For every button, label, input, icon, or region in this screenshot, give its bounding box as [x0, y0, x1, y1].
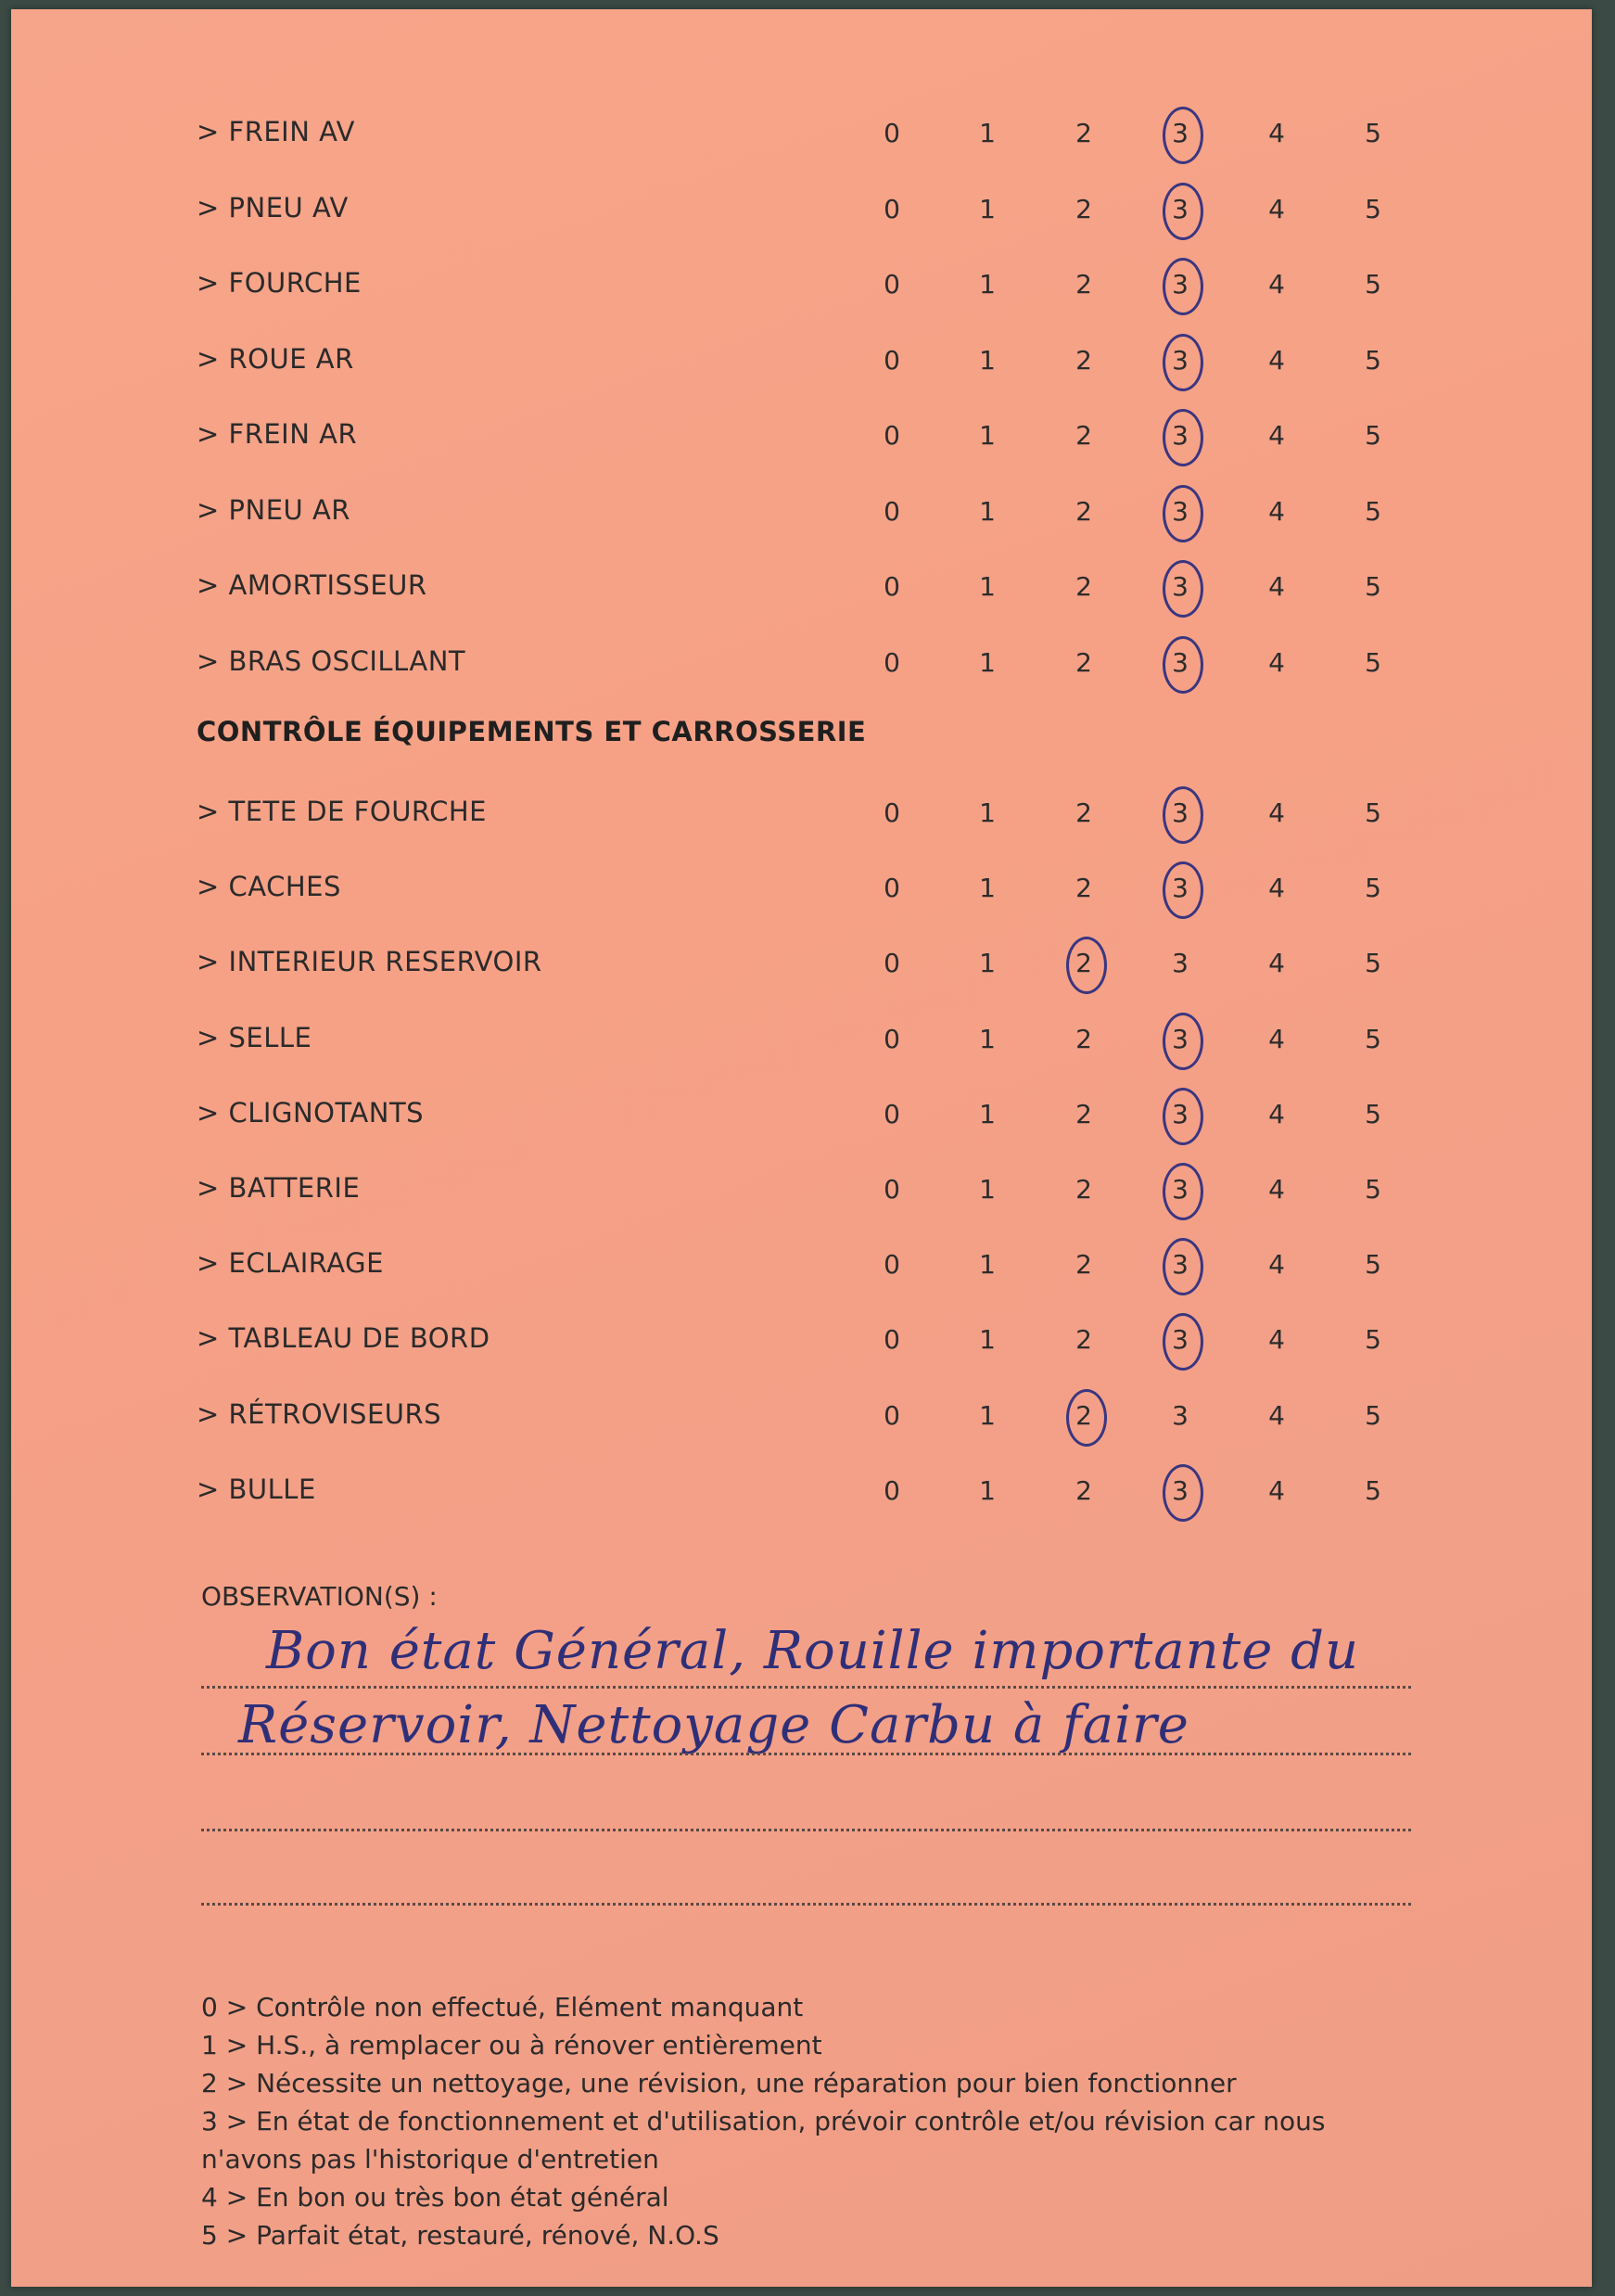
score-option: 2 — [1075, 420, 1092, 451]
checklist-row — [11, 560, 1592, 616]
score-option: 5 — [1365, 1324, 1381, 1356]
score-option-circled: 3 — [1162, 571, 1199, 602]
score-option: 1 — [979, 1324, 996, 1356]
score-option: 4 — [1268, 873, 1285, 904]
score-option: 4 — [1268, 948, 1285, 979]
score-option-circled: 2 — [1065, 948, 1102, 978]
checklist-row — [11, 1238, 1592, 1294]
score-option: 1 — [979, 118, 996, 148]
legend-line: 5 > Parfait état, restauré, rénové, N.O.S — [201, 2220, 719, 2251]
score-option: 1 — [979, 193, 996, 224]
checklist-item-label: > TETE DE FOURCHE — [197, 796, 487, 827]
score-option: 2 — [1075, 118, 1092, 148]
score-option-circled: 3 — [1162, 1324, 1199, 1355]
score-option: 5 — [1365, 1098, 1381, 1129]
score-option: 1 — [979, 420, 996, 451]
score-option: 4 — [1268, 1023, 1285, 1054]
score-option-circled: 3 — [1162, 345, 1199, 376]
score-option: 4 — [1268, 1174, 1285, 1205]
score-option: 4 — [1268, 1098, 1285, 1129]
legend-line: 4 > En bon ou très bon état général — [201, 2182, 669, 2213]
score-option: 1 — [979, 1399, 996, 1431]
legend-line: 1 > H.S., à remplacer ou à rénover entièrement — [201, 2030, 822, 2060]
score-option-circled: 3 — [1162, 194, 1199, 224]
score-option: 0 — [884, 1174, 900, 1205]
score-option: 0 — [884, 1098, 900, 1129]
checklist-row — [11, 485, 1592, 541]
score-option: 5 — [1365, 118, 1381, 148]
score-option: 5 — [1365, 1399, 1381, 1431]
checklist-item-label: > PNEU AR — [197, 493, 350, 526]
checklist-item-label: > PNEU AV — [197, 191, 349, 223]
score-option: 2 — [1075, 269, 1092, 300]
score-option: 1 — [979, 269, 996, 300]
checklist-row — [11, 1163, 1592, 1218]
score-option: 0 — [884, 1249, 900, 1281]
score-option: 4 — [1268, 1324, 1285, 1356]
score-option: 1 — [979, 646, 996, 678]
checklist-item-label: > TABLEAU DE BORD — [197, 1322, 490, 1355]
score-option-circled: 3 — [1162, 118, 1199, 148]
score-option: 0 — [884, 873, 900, 904]
score-option: 5 — [1365, 948, 1381, 979]
score-option: 0 — [884, 1399, 900, 1431]
score-option-circled: 3 — [1162, 647, 1199, 678]
score-option: 3 — [1172, 1399, 1189, 1431]
score-option: 0 — [884, 646, 900, 678]
checklist-row — [11, 334, 1592, 389]
score-option: 0 — [884, 948, 900, 979]
score-option: 2 — [1075, 1249, 1092, 1281]
score-option: 1 — [979, 571, 996, 602]
score-option: 5 — [1365, 420, 1381, 451]
score-option: 0 — [884, 193, 900, 224]
score-option-circled: 3 — [1162, 1099, 1199, 1129]
score-option: 5 — [1365, 873, 1381, 904]
score-option-circled: 3 — [1162, 420, 1199, 451]
checklist-item-label: > BRAS OSCILLANT — [197, 644, 466, 677]
score-option-circled: 3 — [1162, 1249, 1199, 1280]
checklist-item-label: > RÉTROVISEURS — [197, 1397, 442, 1430]
score-option: 4 — [1268, 646, 1285, 678]
score-option: 4 — [1268, 344, 1285, 376]
score-option: 5 — [1365, 646, 1381, 678]
checklist-row — [11, 107, 1592, 162]
score-option: 0 — [884, 269, 900, 300]
score-option: 2 — [1075, 1474, 1092, 1506]
checklist-row — [11, 1464, 1592, 1520]
score-option: 1 — [979, 1474, 996, 1506]
score-option-circled: 3 — [1162, 873, 1199, 903]
score-option: 2 — [1075, 873, 1092, 904]
checklist-row — [11, 937, 1592, 992]
score-option: 1 — [979, 344, 996, 376]
score-option: 5 — [1365, 269, 1381, 300]
checklist-item-label: > BULLE — [197, 1473, 316, 1505]
checklist-row — [11, 183, 1592, 238]
score-option-circled: 2 — [1065, 1400, 1102, 1431]
checklist-row — [11, 636, 1592, 692]
score-option: 5 — [1365, 797, 1381, 828]
observation-line-2 — [201, 1753, 1411, 1755]
checklist-row — [11, 1313, 1592, 1369]
score-option: 5 — [1365, 1474, 1381, 1506]
score-option: 3 — [1172, 948, 1189, 979]
handwritten-observation-line1: Bon état Général, Rouille importante du — [266, 1621, 1360, 1681]
checklist-item-label: > SELLE — [197, 1021, 312, 1053]
score-option: 5 — [1365, 1174, 1381, 1205]
score-option: 5 — [1365, 1249, 1381, 1281]
checklist-item-label: > ECLAIRAGE — [197, 1247, 384, 1280]
score-option: 4 — [1268, 269, 1285, 300]
score-option: 5 — [1365, 571, 1381, 602]
score-option: 0 — [884, 1474, 900, 1506]
checklist-row — [11, 861, 1592, 917]
checklist-item-label: > CLIGNOTANTS — [197, 1096, 425, 1129]
score-option-circled: 3 — [1162, 1024, 1199, 1054]
handwritten-observation-line2: Réservoir, Nettoyage Carbu à faire — [238, 1695, 1189, 1755]
score-option: 2 — [1075, 1174, 1092, 1205]
score-option: 0 — [884, 571, 900, 602]
checklist-item-label: > FOURCHE — [197, 267, 362, 299]
score-option: 1 — [979, 797, 996, 828]
score-option: 2 — [1075, 495, 1092, 527]
observation-line-4 — [201, 1903, 1411, 1906]
score-option: 5 — [1365, 495, 1381, 527]
score-option: 2 — [1075, 344, 1092, 376]
score-option: 1 — [979, 495, 996, 527]
checklist-item-label: > INTERIEUR RESERVOIR — [197, 946, 542, 978]
checklist-row — [11, 258, 1592, 313]
score-option: 5 — [1365, 344, 1381, 376]
score-option: 0 — [884, 420, 900, 451]
observations-label: OBSERVATION(S) : — [201, 1581, 438, 1612]
score-option: 4 — [1268, 193, 1285, 224]
score-option: 4 — [1268, 571, 1285, 602]
score-option: 2 — [1075, 1324, 1092, 1356]
checklist-row — [11, 409, 1592, 465]
checklist-item-label: > BATTERIE — [197, 1172, 361, 1204]
score-option: 0 — [884, 1023, 900, 1054]
score-option-circled: 3 — [1162, 1475, 1199, 1506]
score-option: 1 — [979, 873, 996, 904]
score-option: 4 — [1268, 118, 1285, 148]
legend-line: 3 > En état de fonctionnement et d'utilisation, prévoir contrôle et/ou révision car nous — [201, 2106, 1326, 2137]
score-option: 0 — [884, 1324, 900, 1356]
observation-line-3 — [201, 1829, 1411, 1831]
score-legend — [201, 1988, 1425, 2254]
legend-line: 2 > Nécessite un nettoyage, une révision, une réparation pour bien fonctionner — [201, 2068, 1237, 2098]
checklist-row — [11, 1088, 1592, 1143]
score-option: 4 — [1268, 1399, 1285, 1431]
score-option: 1 — [979, 1249, 996, 1281]
score-option: 4 — [1268, 1249, 1285, 1281]
checklist-row — [11, 786, 1592, 842]
score-option: 2 — [1075, 646, 1092, 678]
checklist-item-label: > FREIN AR — [197, 418, 358, 450]
score-option-circled: 3 — [1162, 269, 1199, 300]
score-option: 4 — [1268, 1474, 1285, 1506]
checklist-item-label: > FREIN AV — [197, 116, 355, 147]
section-title: CONTRÔLE ÉQUIPEMENTS ET CARROSSERIE — [197, 716, 867, 747]
checklist-row — [11, 1389, 1592, 1445]
score-option: 5 — [1365, 1023, 1381, 1054]
score-option: 4 — [1268, 420, 1285, 451]
score-option: 5 — [1365, 193, 1381, 224]
score-option: 0 — [884, 495, 900, 527]
score-option: 2 — [1075, 1098, 1092, 1129]
score-option: 0 — [884, 797, 900, 828]
observation-line-1 — [201, 1686, 1411, 1689]
legend-line: n'avons pas l'historique d'entretien — [201, 2144, 659, 2175]
inspection-sheet — [11, 9, 1592, 2287]
score-option: 4 — [1268, 495, 1285, 527]
score-option: 4 — [1268, 797, 1285, 828]
score-option-circled: 3 — [1162, 797, 1199, 828]
score-option: 1 — [979, 948, 996, 979]
score-option: 0 — [884, 118, 900, 148]
checklist-item-label: > AMORTISSEUR — [197, 569, 427, 601]
checklist-row — [11, 1013, 1592, 1068]
legend-line: 0 > Contrôle non effectué, Elément manquant — [201, 1992, 804, 2022]
score-option: 2 — [1075, 1023, 1092, 1054]
score-option: 2 — [1075, 193, 1092, 224]
score-option: 1 — [979, 1023, 996, 1054]
checklist-item-label: > CACHES — [197, 871, 341, 903]
score-option: 0 — [884, 344, 900, 376]
checklist-item-label: > ROUE AR — [197, 342, 354, 375]
score-option-circled: 3 — [1162, 1174, 1199, 1205]
score-option-circled: 3 — [1162, 496, 1199, 527]
score-option: 1 — [979, 1174, 996, 1205]
score-option: 2 — [1075, 797, 1092, 828]
score-option: 1 — [979, 1098, 996, 1129]
score-option: 2 — [1075, 571, 1092, 602]
